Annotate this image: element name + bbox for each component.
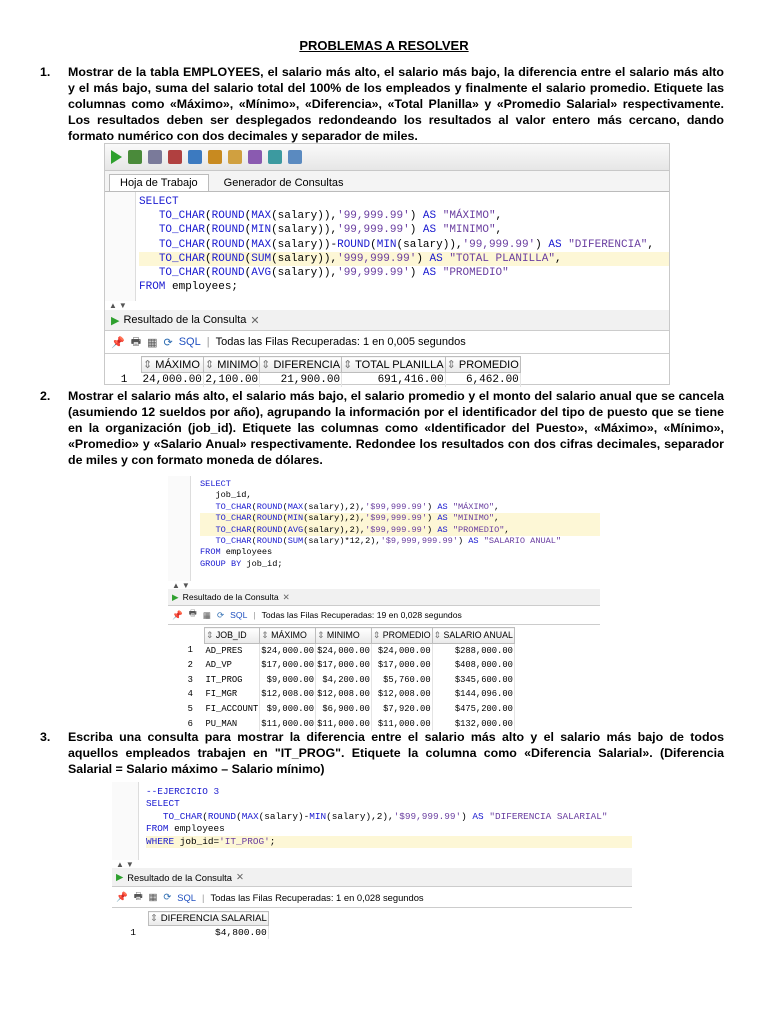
code-line[interactable]: TO_CHAR(ROUND(MAX(salary),2),'$99,999.99') AS "MÁXIMO", — [215, 501, 500, 512]
code-line[interactable]: TO_CHAR(ROUND(MAX(salary))-ROUND(MIN(salary)),'99,999.99') AS "DIFERENCIA", — [158, 238, 655, 251]
column-header[interactable]: ⇕ TOTAL PLANILLA — [342, 357, 446, 373]
pin-icon[interactable]: 📌 — [172, 609, 183, 620]
editor-gutter — [168, 476, 191, 581]
table-cell[interactable]: $345,600.00 — [432, 673, 514, 688]
result-grid[interactable] — [116, 911, 269, 939]
row-number: 1 — [130, 926, 148, 938]
problem-text: Mostrar el salario más alto, el salario más bajo, el salario promedio y el monto del salario anual que se cancela (asumiendo 12 sueldos por año), agrupando la información por el identificador del tipo de puesto que se tiene en la organización (job_id). Etiquete las columnas como «Identificador del Puesto», «Máximo», «Mínimo», «Promedio» y «Salario Anual» respectivamente. Redondee los resultados con dos cifras decimales, separador de miles y con formato moneda de dólares. — [68, 389, 724, 467]
column-header[interactable]: ⇕ PROMEDIO — [371, 628, 432, 644]
result-tab[interactable]: Resultado de la Consulta — [182, 592, 279, 602]
sort-icon: ⇕ — [261, 359, 274, 371]
close-icon[interactable]: ✕ — [235, 871, 244, 882]
table-cell[interactable]: FI_ACCOUNT — [205, 702, 260, 717]
sort-icon: ⇕ — [317, 630, 327, 640]
code-line[interactable]: FROM employees; — [139, 281, 239, 294]
sort-icon: ⇕ — [343, 359, 356, 371]
result-tab-bar — [105, 310, 669, 331]
column-header[interactable]: ⇕ DIFERENCIA SALARIAL — [150, 913, 267, 924]
result-toolbar — [168, 606, 600, 625]
table-row[interactable] — [109, 373, 520, 388]
code-line[interactable]: SELECT — [139, 196, 179, 208]
result-tab[interactable]: Resultado de la Consulta — [123, 314, 247, 326]
print-icon[interactable]: 🖶 — [133, 890, 143, 901]
table-cell[interactable]: $4,800.00 — [149, 926, 269, 940]
sort-icon: ⇕ — [433, 630, 444, 640]
print-icon[interactable]: 🖶 — [130, 335, 142, 348]
sql-tuning-icon[interactable] — [268, 150, 282, 164]
table-cell[interactable]: 691,416.00 — [342, 373, 446, 388]
result-toolbar — [105, 331, 669, 354]
column-header[interactable]: ⇕ SALARIO ANUAL — [432, 628, 514, 644]
table-cell[interactable]: $7,920.00 — [371, 702, 432, 717]
row-number: 3 — [187, 674, 204, 685]
tab-query-builder[interactable]: Generador de Consultas — [213, 174, 355, 191]
column-header[interactable]: ⇕ JOB_ID — [205, 628, 260, 644]
table-cell[interactable]: $11,000.00 — [316, 717, 372, 732]
grid-icon: ▶ — [116, 871, 124, 882]
column-header[interactable]: ⇕ DIFERENCIA — [260, 357, 342, 373]
export-icon[interactable]: ▦ — [148, 891, 158, 902]
table-cell[interactable]: $24,000.00 — [371, 643, 432, 658]
table-cell[interactable]: $475,200.00 — [432, 702, 514, 717]
refresh-icon[interactable]: ⟳ — [163, 891, 172, 902]
close-icon[interactable]: ✕ — [282, 591, 290, 602]
table-cell[interactable]: $17,000.00 — [371, 658, 432, 673]
table-cell[interactable]: $12,008.00 — [371, 687, 432, 702]
sort-icon: ⇕ — [372, 630, 383, 640]
code-line[interactable]: job_id, — [200, 490, 252, 501]
refresh-icon[interactable]: ⟳ — [216, 609, 225, 620]
separator: | — [206, 336, 210, 348]
sort-icon: ⇕ — [446, 359, 459, 371]
row-number: 1 — [187, 645, 204, 656]
code-line[interactable]: FROM employees — [200, 547, 273, 558]
sort-icon: ⇕ — [204, 359, 218, 371]
table-cell[interactable]: $11,000.00 — [260, 717, 316, 732]
row-number: 4 — [187, 689, 204, 700]
rollback-icon[interactable] — [168, 150, 182, 164]
table-cell[interactable]: $24,000.00 — [260, 643, 316, 658]
sort-icon: ⇕ — [206, 630, 216, 640]
sql-link[interactable]: SQL — [230, 610, 248, 620]
print-icon[interactable]: 🖶 — [188, 608, 197, 618]
code-line[interactable]: GROUP BY job_id; — [200, 558, 283, 569]
editor-gutter — [112, 782, 139, 860]
sql-editor[interactable] — [168, 476, 600, 581]
sql-editor[interactable] — [112, 782, 632, 860]
result-grid[interactable] — [172, 627, 515, 731]
table-row[interactable] — [172, 702, 514, 717]
export-icon[interactable]: ▦ — [147, 336, 158, 349]
table-cell[interactable]: $144,096.00 — [432, 687, 514, 702]
problem-number: 2. — [40, 389, 51, 403]
result-grid[interactable] — [109, 356, 521, 387]
sort-icon: ⇕ — [261, 630, 272, 640]
table-cell[interactable]: $12,008.00 — [260, 687, 316, 702]
table-cell[interactable]: $11,000.00 — [371, 717, 432, 732]
code-line[interactable]: WHERE job_id='IT_PROG'; — [146, 836, 632, 848]
row-number: 5 — [187, 703, 204, 714]
grid-icon: ▶ — [111, 314, 120, 327]
row-number: 6 — [187, 718, 204, 729]
row-number: 2 — [187, 660, 204, 671]
table-row[interactable] — [172, 687, 514, 702]
table-row[interactable] — [172, 673, 514, 688]
result-tab[interactable]: Resultado de la Consulta — [127, 871, 232, 883]
sql-developer-screenshot-3 — [112, 782, 632, 938]
code-line[interactable]: TO_CHAR(ROUND(MIN(salary),2),'$99,999.99') AS "MINIMO", — [200, 513, 600, 524]
table-cell[interactable]: PU_MAN — [205, 717, 260, 732]
code-line[interactable]: TO_CHAR(ROUND(SUM(salary)),'999,999.99') AS "TOTAL PLANILLA", — [139, 252, 669, 266]
sort-icon: ⇕ — [150, 913, 161, 924]
sql-link[interactable]: SQL — [177, 891, 197, 903]
row-number: 1 — [120, 373, 141, 386]
sql-editor[interactable] — [105, 192, 669, 301]
column-header[interactable]: ⇕ MINIMO — [203, 357, 259, 373]
refresh-icon[interactable]: ⟳ — [163, 336, 173, 349]
table-cell[interactable]: $288,000.00 — [432, 643, 514, 658]
problem-text: Escriba una consulta para mostrar la diferencia entre el salario más alto y el salario más bajo de todos aquellos empleados trabajen en "IT_PROG". Etiquete la columna como «Diferencia Salarial». (Diferencia Salarial = Salario máximo – Salario mínimo) — [68, 730, 724, 776]
table-row[interactable] — [172, 643, 514, 658]
result-toolbar — [112, 887, 632, 908]
separator: | — [202, 891, 205, 903]
sql-developer-screenshot-2 — [168, 476, 600, 729]
code-line[interactable]: TO_CHAR(ROUND(SUM(salary)*12,2),'$9,999,999.99') AS "SALARIO ANUAL" — [215, 536, 562, 547]
table-cell[interactable]: $408,000.00 — [432, 658, 514, 673]
separator: | — [253, 610, 256, 620]
pin-icon[interactable]: 📌 — [116, 891, 128, 902]
explain-plan-icon[interactable] — [188, 150, 202, 164]
table-cell[interactable]: $24,000.00 — [316, 643, 372, 658]
table-cell[interactable]: $6,900.00 — [316, 702, 372, 717]
sql-developer-screenshot-1 — [104, 143, 670, 385]
worksheet-toolbar — [105, 144, 669, 171]
tab-worksheet[interactable]: Hoja de Trabajo — [109, 174, 209, 191]
autotrace-icon[interactable] — [208, 150, 222, 164]
problem-2 — [40, 388, 724, 468]
worksheet-tabs — [105, 171, 669, 192]
table-row[interactable] — [116, 926, 268, 940]
table-cell[interactable]: AD_PRES — [205, 643, 260, 658]
table-cell[interactable]: IT_PROG — [205, 673, 260, 688]
code-line[interactable]: TO_CHAR(ROUND(AVG(salary),2),'$99,999.99') AS "PROMEDIO", — [200, 525, 600, 536]
problem-number: 1. — [40, 65, 51, 79]
table-cell[interactable]: 6,462.00 — [445, 373, 520, 388]
code-line[interactable]: TO_CHAR(ROUND(AVG(salary)),'99,999.99') AS "PROMEDIO" — [158, 267, 509, 280]
table-cell[interactable]: $9,000.00 — [260, 702, 316, 717]
table-cell[interactable]: 21,900.00 — [260, 373, 342, 388]
table-cell[interactable]: $17,000.00 — [316, 658, 372, 673]
fetch-status: Todas las Filas Recuperadas: 1 en 0,028 segundos — [210, 891, 424, 903]
column-header[interactable]: ⇕ MINIMO — [316, 628, 372, 644]
fetch-status: Todas las Filas Recuperadas: 19 en 0,028 segundos — [261, 610, 462, 620]
format-icon[interactable] — [288, 150, 302, 164]
export-icon[interactable]: ▦ — [202, 609, 211, 620]
problem-3 — [40, 729, 724, 777]
sql-link[interactable]: SQL — [178, 336, 201, 348]
table-cell[interactable]: $132,000.00 — [432, 717, 514, 732]
table-cell[interactable]: $17,000.00 — [260, 658, 316, 673]
splitter-arrows[interactable]: ▲ ▼ — [116, 859, 134, 869]
close-icon[interactable]: ✕ — [250, 314, 260, 327]
splitter-arrows[interactable]: ▲ ▼ — [109, 301, 127, 310]
pin-icon[interactable]: 📌 — [111, 336, 125, 349]
table-cell[interactable]: $4,200.00 — [316, 673, 372, 688]
table-cell[interactable]: 24,000.00 — [142, 374, 202, 386]
code-line[interactable]: SELECT — [200, 479, 231, 489]
column-header[interactable]: ⇕ MÁXIMO — [142, 357, 204, 373]
editor-gutter — [105, 192, 136, 301]
column-header[interactable]: ⇕ PROMEDIO — [445, 357, 520, 373]
result-tab-bar — [112, 868, 632, 887]
problem-1 — [40, 64, 724, 144]
table-cell[interactable]: 2,100.00 — [205, 374, 259, 386]
code-line[interactable]: --EJERCICIO 3 — [146, 786, 220, 797]
page-title: PROBLEMAS A RESOLVER — [299, 38, 469, 53]
run-statement-icon[interactable] — [111, 150, 122, 164]
splitter-arrows[interactable]: ▲ ▼ — [172, 580, 190, 590]
problem-number: 3. — [40, 730, 51, 744]
table-cell[interactable]: FI_MGR — [205, 687, 260, 702]
table-cell[interactable]: $9,000.00 — [260, 673, 316, 688]
code-line[interactable]: TO_CHAR(ROUND(MIN(salary)),'99,999.99') AS "MINIMO", — [158, 224, 503, 237]
problem-text: Mostrar de la tabla EMPLOYEES, el salario más alto, el salario más bajo, la diferencia entre el salario más alto y el más bajo, suma del salario total del 100% de los empleados y finalmente el salario promedio. Etiquete las columnas como «Máximo», «Mínimo», «Diferencia», «Total Planilla» y «Promedio Salarial» respectivamente. Los resultados deben ser desplegados redondeando los resultados al valor entero más cercano, dando formato numérico con dos decimales y separador de miles. — [68, 65, 724, 143]
code-line[interactable]: TO_CHAR(ROUND(MAX(salary)),'99,999.99') AS "MÁXIMO", — [158, 210, 503, 223]
code-line[interactable]: TO_CHAR(ROUND(MAX(salary)-MIN(salary),2),'$99,999.99') AS "DIFERENCIA SALARIAL" — [162, 810, 608, 822]
fetch-status: Todas las Filas Recuperadas: 1 en 0,005 segundos — [215, 336, 466, 348]
clear-icon[interactable] — [228, 150, 242, 164]
table-cell[interactable]: AD_VP — [205, 658, 260, 673]
sort-icon: ⇕ — [143, 359, 156, 371]
sql-history-icon[interactable] — [248, 150, 262, 164]
run-script-icon[interactable] — [128, 150, 142, 164]
grid-icon: ▶ — [172, 591, 179, 602]
result-tab-bar — [168, 589, 600, 606]
commit-icon[interactable] — [148, 150, 162, 164]
table-cell[interactable]: $12,008.00 — [316, 687, 372, 702]
code-line[interactable]: FROM employees — [146, 823, 225, 835]
column-header[interactable]: ⇕ MÁXIMO — [260, 628, 316, 644]
table-row[interactable] — [172, 658, 514, 673]
table-cell[interactable]: $5,760.00 — [371, 673, 432, 688]
code-line[interactable]: SELECT — [146, 798, 180, 810]
